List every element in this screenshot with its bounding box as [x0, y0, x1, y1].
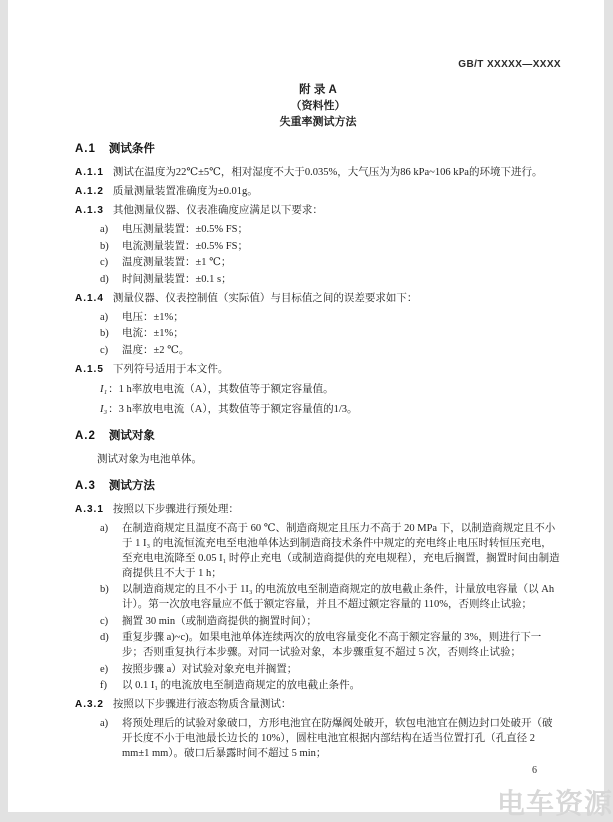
list-item [75, 662, 561, 677]
symbol-definition-text: ：3 h率放电电流（A），其数值等于额定容量值的1/3。 [108, 403, 358, 415]
list-item-text: 按照步骤 a）对试验对象充电并搁置； [122, 663, 298, 675]
list-item-label: d) [100, 632, 109, 643]
section-number: A.3 [75, 479, 96, 492]
section-heading-text: 测试条件 [108, 143, 155, 155]
appendix-informative-note: （资料性） [290, 100, 346, 112]
list-item-text: 电压测量装置：±0.5% FS； [122, 224, 248, 235]
clause [75, 362, 561, 377]
list-item-text: 温度测量装置：±1 ℃； [122, 257, 232, 268]
list-item-label: d) [100, 273, 109, 285]
ordered-list [75, 310, 561, 358]
appendix-title: 附 录 A [299, 84, 337, 96]
ordered-list [75, 222, 561, 287]
list-item-label: a) [100, 522, 109, 534]
section-heading [75, 429, 561, 444]
clause-number: A.3.1 [75, 503, 104, 515]
symbol-name: I₃ [100, 403, 108, 415]
clause [75, 502, 561, 517]
clause-number: A.1.2 [75, 186, 104, 197]
section-heading [75, 479, 561, 494]
list-item-text: 电流测量装置：±0.5% FS； [122, 240, 248, 252]
document-page [8, 0, 604, 812]
list-item-label: b) [100, 240, 109, 252]
clause [75, 184, 561, 199]
section-number: A.2 [75, 429, 96, 442]
list-item-text: 搁置 30 min（或制造商提供的搁置时间）； [122, 615, 317, 627]
ordered-list [75, 716, 561, 761]
list-item-text: 时间测量装置：±0.1 s； [122, 273, 232, 285]
list-item-label: b) [100, 584, 109, 595]
symbol-definition [100, 402, 561, 417]
list-item-text: 在制造商规定且温度不高于 60 ℃、制造商规定且压力不高于 20 MPa 下，以制造商规定且不小于 1 I₃ 的电流恒流充电至电池单体达到制造商技术条件中规定的充电终止电压时转恒压充电，至充电电流降至 0.05 I₁ 时停止充电（或制造商提供的充电规程），充电后搁置，搁置时间由制造商提供且不大于 1 h； [122, 522, 560, 579]
clause [75, 203, 561, 218]
list-item-text: 温度：±2 ℃。 [122, 344, 190, 356]
list-item [75, 326, 561, 341]
list-item-label: f) [100, 680, 107, 691]
list-item [75, 614, 561, 629]
list-item-label: c) [100, 344, 109, 356]
list-item [75, 239, 561, 254]
section-heading-text: 测试方法 [108, 479, 155, 492]
document-body [75, 142, 561, 761]
clause-number: A.1.4 [75, 292, 104, 304]
clause-text: 测试在温度为22℃±5℃，相对湿度不大于0.035%，大气压为为86 kPa~106 kPa的环境下进行。 [112, 167, 543, 178]
list-item-text: 以制造商规定的且不小于 1I₃ 的电流放电至制造商规定的放电截止条件，计量放电容量（以 Ah 计）。第一次放电容量应不低于额定容量，并且不超过额定容量的 110%，否则终止试验； [122, 584, 555, 610]
clause-number: A.1.5 [75, 363, 104, 375]
list-item-label: e) [100, 663, 109, 675]
clause-text: 其他测量仪器、仪表准确度应满足以下要求： [112, 205, 323, 216]
section-heading [75, 142, 561, 157]
list-item [75, 678, 561, 693]
clause-text: 测量仪器、仪表控制值（实际值）与目标值之间的误差要求如下： [112, 292, 418, 304]
paragraph: 测试对象为电池单体。 [97, 453, 202, 465]
standard-code: GB/T XXXXX—XXXX [458, 59, 561, 70]
clause-number: A.3.2 [75, 699, 104, 710]
list-item [75, 222, 561, 237]
watermark-logo: 电车资源 [496, 788, 613, 819]
list-item [75, 343, 561, 358]
clause [75, 697, 561, 712]
clause-text: 下列符号适用于本文件。 [112, 363, 229, 375]
section-heading-text: 测试对象 [108, 429, 155, 442]
document-content [75, 0, 561, 763]
section-number: A.1 [75, 143, 96, 155]
list-item-label: a) [100, 311, 109, 323]
list-item-text: 重复步骤 a)~c)。如果电池单体连续两次的放电容量变化不高于额定容量的 3%，则进行下一步；否则重复执行本步骤。对同一试验对象，本步骤重复不超过 5 次，否则终止试验； [122, 632, 542, 658]
symbol-name: I₁ [100, 383, 108, 395]
clause [75, 165, 561, 180]
clause-text: 按照以下步骤进行液态物质含量测试： [112, 699, 292, 710]
list-item [75, 272, 561, 287]
list-item-text: 电压：±1%； [122, 311, 184, 323]
ordered-list [75, 521, 561, 694]
clause [75, 291, 561, 306]
list-item [75, 521, 561, 581]
list-item [75, 630, 561, 660]
list-item [75, 582, 561, 612]
list-item-label: c) [100, 257, 109, 268]
appendix-subject-title: 失重率测试方法 [279, 116, 357, 128]
list-item-label: a) [100, 224, 109, 235]
symbol-definition [100, 382, 561, 397]
appendix-title-block [75, 83, 561, 130]
clause-text: 按照以下步骤进行预处理： [112, 503, 239, 515]
list-item-text: 以 0.1 I₁ 的电流放电至制造商规定的放电截止条件。 [122, 680, 361, 691]
page-number: 6 [532, 765, 537, 776]
list-item [75, 716, 561, 761]
clause-text: 质量测量装置准确度为±0.01g。 [112, 186, 258, 197]
list-item [75, 255, 561, 270]
symbol-definition-text: ：1 h率放电电流（A），其数值等于额定容量值。 [108, 383, 334, 395]
list-item-text: 电流：±1%； [122, 328, 184, 339]
list-item-label: c) [100, 615, 109, 627]
list-item-label: b) [100, 328, 109, 339]
list-item-label: a) [100, 718, 109, 729]
clause-number: A.1.3 [75, 205, 104, 216]
clause-number: A.1.1 [75, 167, 104, 178]
list-item [75, 310, 561, 325]
list-item-text: 将预处理后的试验对象破口，方形电池宜在防爆阀处破开，软包电池宜在侧边封口处破开（破开长度不小于电池最长边长的 10%），圆柱电池宜根据内部结构在适当位置打孔（孔直径 2 mm±1 mm）。破口后暴露时间不超过 5 min； [122, 718, 553, 759]
